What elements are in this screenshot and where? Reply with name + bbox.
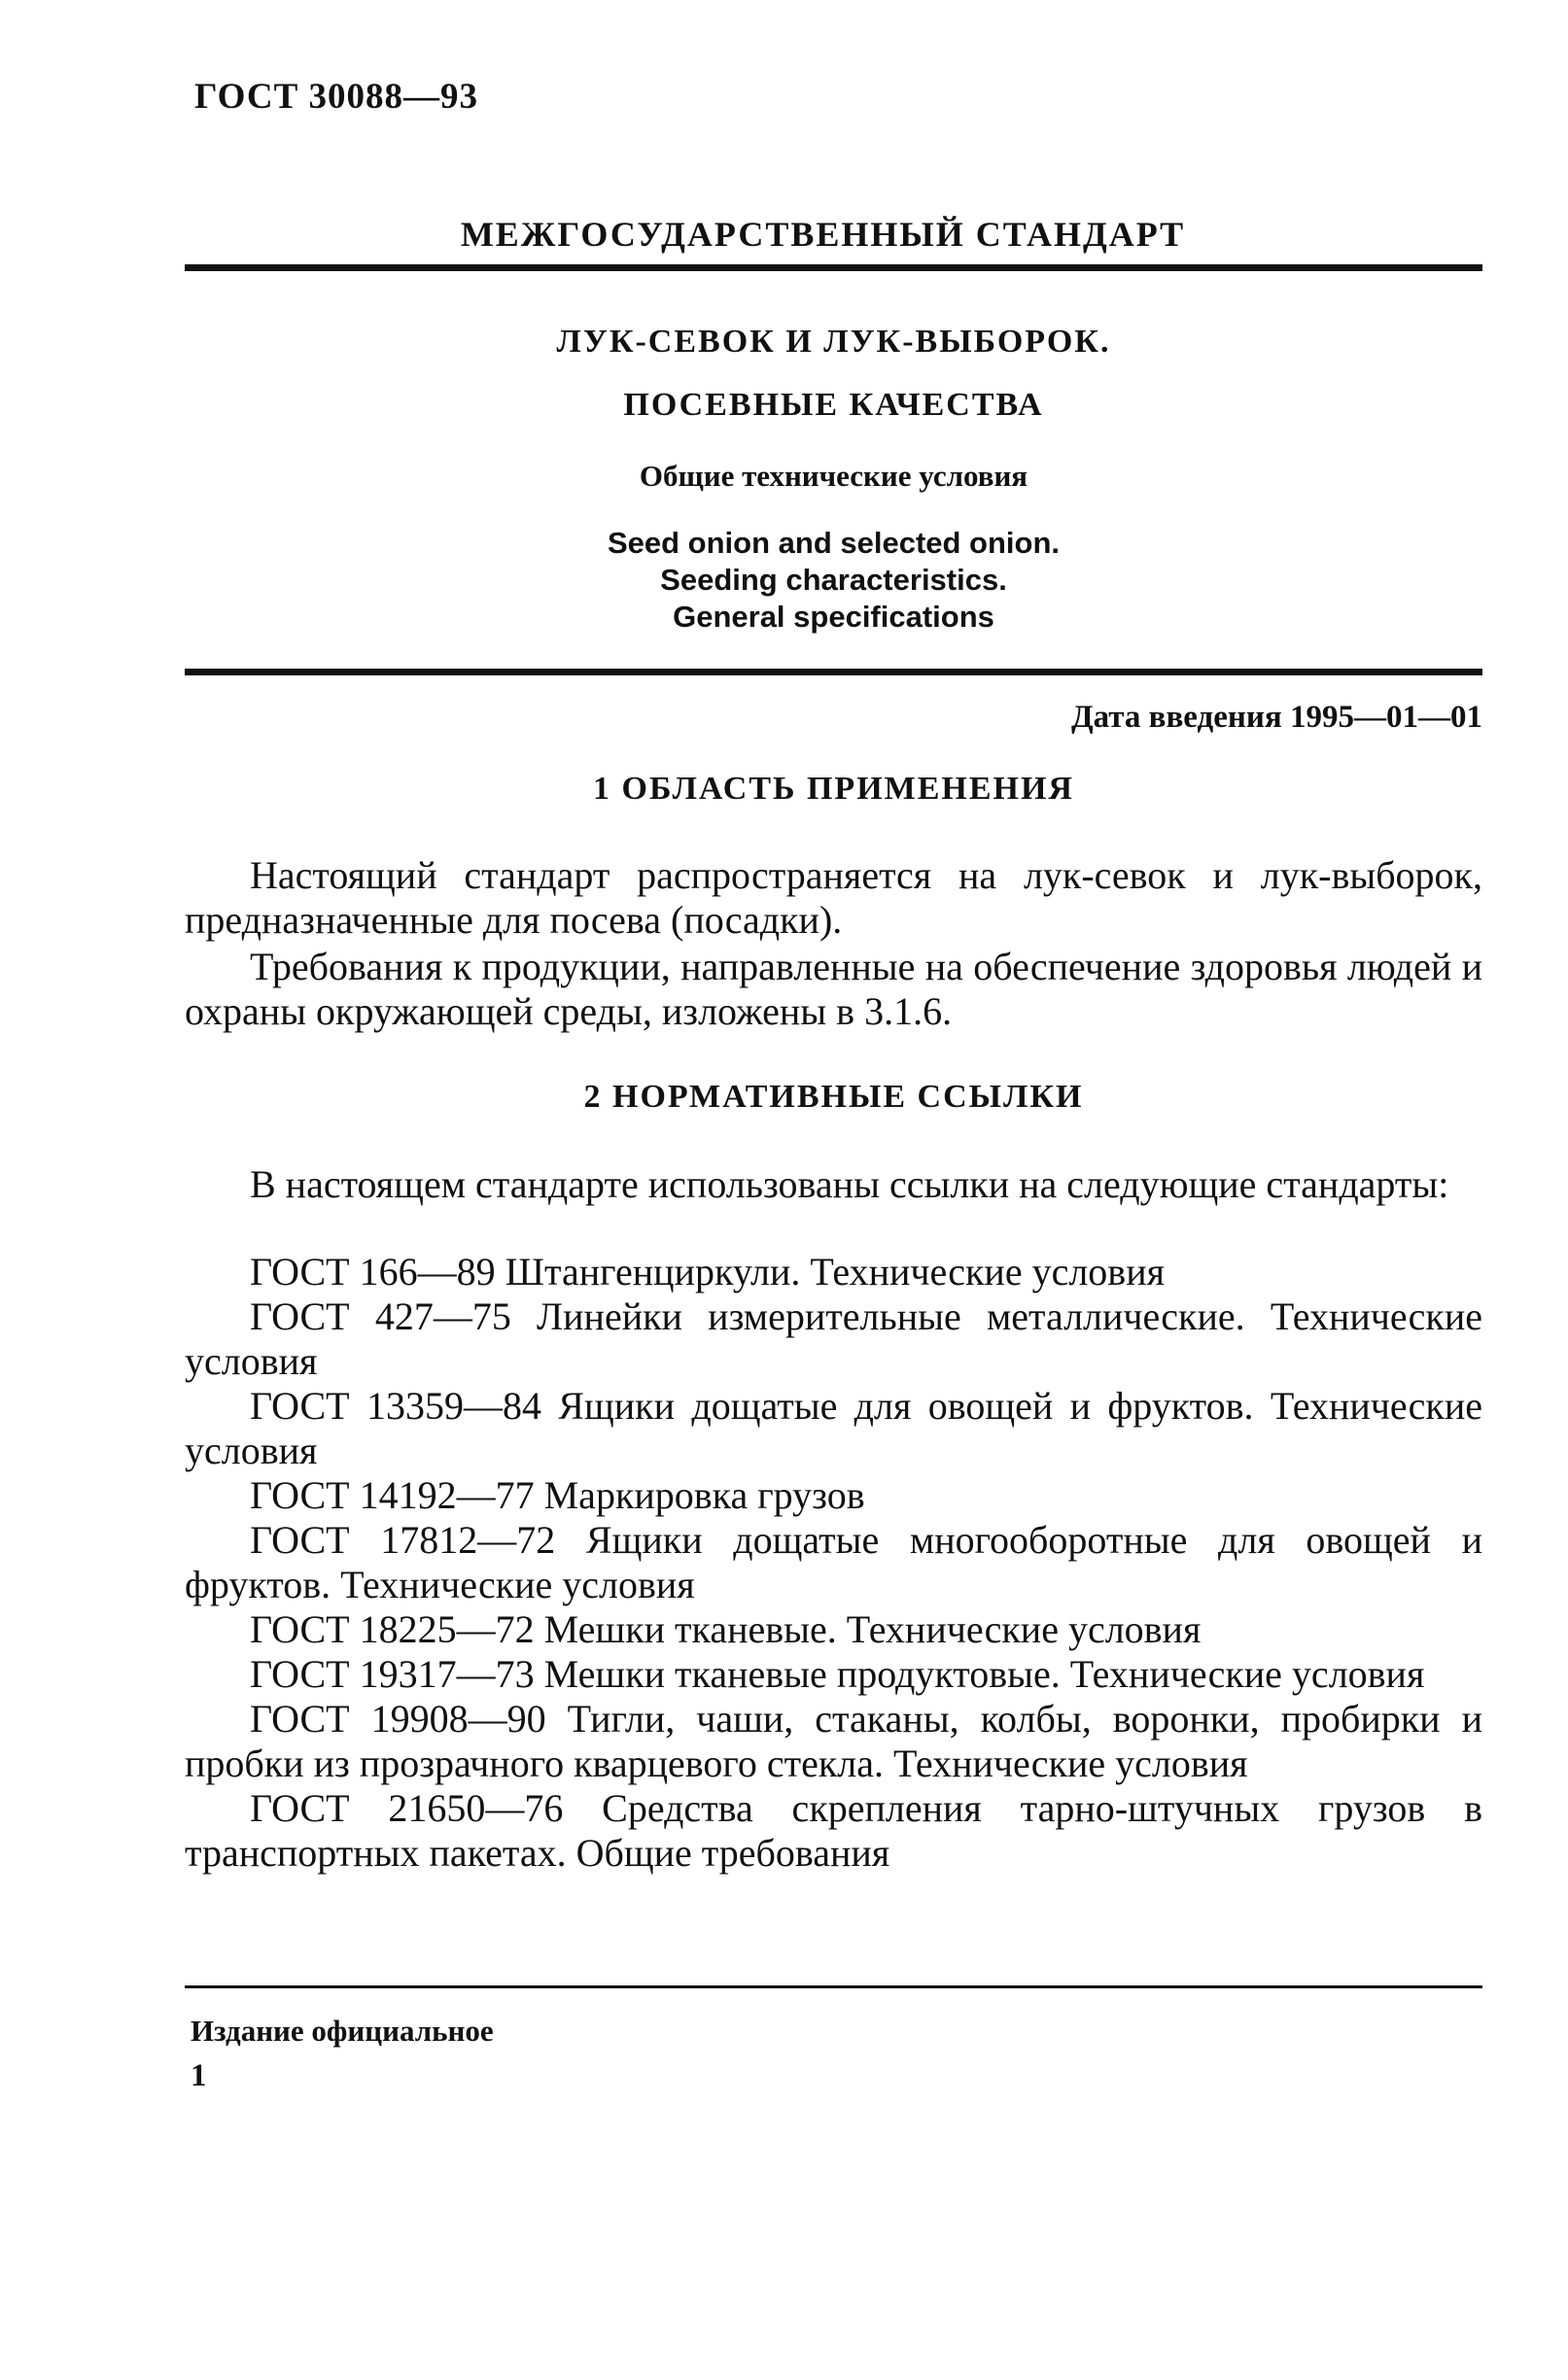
section-1-paragraph: Настоящий стандарт распространяется на лук-севок и лук-выборок, предназначенные для посева (посадки). — [185, 853, 1482, 942]
english-title-line: General specifications — [673, 600, 994, 634]
reference-item: ГОСТ 166—89 Штангенциркули. Технические условия — [250, 1250, 1165, 1293]
reference-list — [185, 1250, 1482, 1876]
reference-item: ГОСТ 427—75 Линейки измерительные металлические. Технические условия — [185, 1294, 1482, 1383]
reference-item: ГОСТ 19908—90 Тигли, чаши, стаканы, колбы, воронки, пробирки и пробки из прозрачного кварцевого стекла. Технические условия — [185, 1697, 1482, 1785]
document-number: ГОСТ 30088—93 — [194, 77, 478, 117]
top-divider — [185, 264, 1482, 271]
reference-item: ГОСТ 19317—73 Мешки тканевые продуктовые. Технические условия — [250, 1652, 1425, 1696]
reference-item: ГОСТ 21650—76 Средства скрепления тарно-штучных грузов в транспортных пакетах. Общие требования — [185, 1786, 1482, 1875]
sub-title: ПОСЕВНЫЕ КАЧЕСТВА — [623, 387, 1044, 423]
official-edition-label: Издание официальное — [191, 2014, 494, 2048]
section-1-paragraph: Требования к продукции, направленные на обеспечение здоровья людей и охраны окружающей среды, изложены в 3.1.6. — [185, 945, 1482, 1033]
english-title-line: Seed onion and selected onion. — [607, 526, 1061, 560]
conditions-title: Общие технические условия — [639, 459, 1028, 493]
footer-divider — [185, 1985, 1482, 1988]
reference-item: ГОСТ 17812—72 Ящики дощатые многооборотные для овощей и фруктов. Технические условия — [185, 1518, 1482, 1606]
standard-type-heading: МЕЖГОСУДАРСТВЕННЫЙ СТАНДАРТ — [460, 215, 1186, 254]
reference-item: ГОСТ 18225—72 Мешки тканевые. Технические условия — [250, 1607, 1202, 1651]
english-title — [185, 525, 1482, 636]
reference-item: ГОСТ 14192—77 Маркировка грузов — [250, 1473, 865, 1517]
reference-item: ГОСТ 13359—84 Ящики дощатые для овощей и фруктов. Технические условия — [185, 1384, 1482, 1472]
english-title-line: Seeding characteristics. — [660, 563, 1007, 597]
page-number: 1 — [191, 2058, 207, 2093]
section-1-heading: 1 ОБЛАСТЬ ПРИМЕНЕНИЯ — [593, 771, 1074, 807]
section-2-intro: В настоящем стандарте использованы ссылки на следующие стандарты: — [250, 1162, 1449, 1206]
section-2-heading: 2 НОРМАТИВНЫЕ ССЫЛКИ — [583, 1079, 1084, 1115]
main-title: ЛУК-СЕВОК И ЛУК-ВЫБОРОК. — [556, 324, 1111, 360]
title-divider — [185, 669, 1482, 675]
introduction-date: Дата введения 1995—01—01 — [1070, 700, 1482, 735]
